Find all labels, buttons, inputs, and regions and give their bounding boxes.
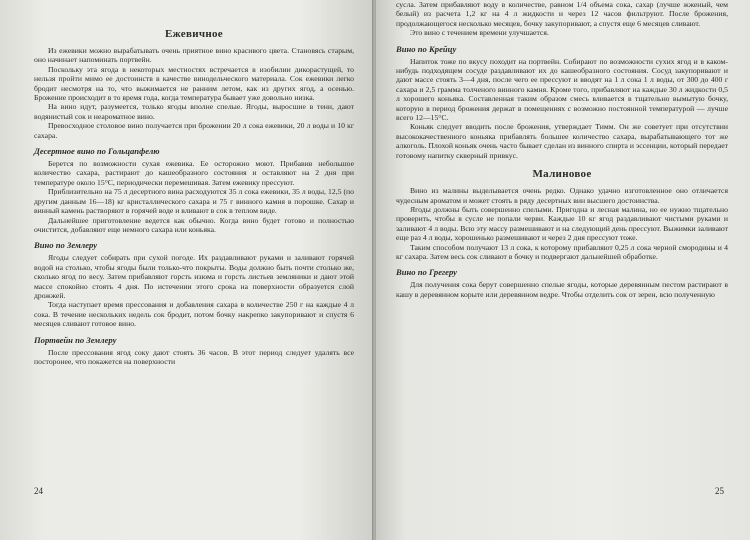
paragraph: Это вино с течением времени улучшается. <box>410 28 549 38</box>
right-page-body <box>396 0 728 299</box>
page-number-left: 24 <box>34 486 43 496</box>
paragraph: Поскольку эта ягода в некоторых местностях встречается в изобилии дикорастущей, то нельзя пройти мимо ее достоинств в качестве винодельческого материала. Сок ежевики легко бродит несмотря на то, что выжимается не ранним летом, как из других ягод, а осенью. Брожение происходит в то время года, когда температура бывает уже довольно низка. <box>34 64 354 103</box>
paragraph: На вино идут, разумеется, только ягоды вполне спелые. Ягоды, выросшие в тени, дают водянистый сок и неароматное вино. <box>34 102 354 121</box>
page-number-right: 25 <box>715 486 724 496</box>
paragraph: Дальнейшее приготовление ведется как обычно. Когда вино будет готово и полностью очистится, добавляют еще немного сахара или коньяка. <box>34 215 354 234</box>
subsection-heading: Вино по Крейцу <box>396 43 457 54</box>
left-page-body <box>34 46 354 366</box>
paragraph: Ягоды должны быть совершенно спелыми. Пригодна и лесная малина, но ее нужно тщательно проверить, чтобы в сусле не попали черви. Каждые 10 кг ягод раздавливают чистыми руками и заливают 4 л воды. Всю эту массу размешивают и на следующий день прессуют. Выжимки заливают еще раз 4 л воды, хорошенько размешивают и через 2 дня прессуют тоже. <box>396 204 728 243</box>
paragraph: После прессования ягод соку дают стоять 36 часов. В этот период следует удалять все посторонее, что покажется на поверхности <box>34 347 354 366</box>
section-title: Малиновое <box>532 168 592 181</box>
left-page <box>0 0 374 540</box>
subsection-heading: Портвейн по Землеру <box>34 334 117 345</box>
paragraph: Коньяк следует вводить после брожения, утверждает Тимм. Он же советует при отсутствии высококачественного коньяка прибавлять большее количество сахара, вырабатывающего тот же алкоголь. Плохой коньяк очень часто бывает сделан из винного спирта и эссенции, который передает готовому напитку скверный привкус. <box>396 122 728 160</box>
paragraph: Таким способом получают 13 л сока, к которому прибавляют 0,25 л сока черной смородины и 4 кг сахара. Затем весь сок сливают в бочку и подвергают дальнейшей обработке. <box>396 242 728 261</box>
paragraph: Превосходное столовое вино получается при брожении 20 л сока ежевики, 20 л воды и 10 кг сахара. <box>34 121 354 140</box>
section-title: Ежевичное <box>165 28 223 40</box>
paragraph: Для получения сока берут совершенно спелые ягоды, которые деревянным пестом растирают в кашу в деревянном корыте или деревянном ведре. Чтобы отделить сок от зерен, всю полученную <box>396 280 728 299</box>
paragraph: Напиток тоже по вкусу походит на портвейн. Собирают по возможности сухих ягод и в каком-нибудь подходящем сосуде раздавливают их до кашеобразного состояния. Сосуд закупоривают и дают массе стоять 3—4 дня, после чего ее прессуют и вводят на 1 л сока 1 л воды, от 300 до 400 г сахара и 2,5 грамма толченого винного камня. Кроме того, прибавляют на каждые 30 л жидкости 0,5 л хорошего коньяка. Составленная таким образом смесь вливается в тщательно вымытую бочку, которую в период брожения держат в помещениях с возможно постоянной температурой — лучше всего 12—15°C. <box>396 56 728 123</box>
right-page <box>376 0 750 540</box>
subsection-heading: Десертное вино по Гольцапфелю <box>34 146 160 157</box>
paragraph: Вино из малины выделывается очень редко. Однако удачно изготовленное оно отличается чудесным ароматом и может стоять в ряду десертных вин высшего достоинства. <box>396 186 728 205</box>
paragraph: Тогда наступает время прессования и добавления сахара в количестве 250 г на каждые 4 л сока. В течение нескольких недель сок бродит, потом бочку накрепко закупоривают и спустя 6 месяцев сливают готовое вино. <box>34 300 354 329</box>
subsection-heading: Вино по Грегеру <box>396 267 457 278</box>
paragraph: Приблизительно на 75 л десертного вина расходуются 35 л сока ежевики, 35 л воды, 12,5 (по другим данным 16—18) кг кристаллического сахара и 75 г винного камня в порошке. Сахар и винный камень растворяют в горячей воде и вливают в сок в теплом виде. <box>34 187 354 216</box>
paragraph: Ягоды следует собирать при сухой погоде. Их раздавливают руками и заливают горячей водой на столько, чтобы ягоды были только-что покрыты. Воды должно быть почти столько же, сколько ягод по весу. Затем прибавляют горсть изюма и горсть листьев земляники и дают этой массе спокойно стоять 4 дня. По истечении этого срока на поверхности образуется слой дрожжей. <box>34 253 354 300</box>
subsection-heading: Вино по Землеру <box>34 240 98 251</box>
paragraph: Из ежевики можно вырабатывать очень приятное вино красивого цвета. Становясь старым, оно начинает напоминать портвейн. <box>34 46 354 65</box>
paragraph: сусла. Затем прибавляют воду в количестве, равном 1/4 объема сока, сахар (лучше жженый, чем белый) из расчета 1,2 кг на 4 л жидкости и через 12 часов фильтруют. После брожения, продолжающегося несколько месяцев, бочку закупоривают, а спустя еще 6 месяцев сливают. <box>396 0 728 28</box>
paragraph: Берется по возможности сухая ежевика. Ее осторожно моют. Прибавив небольшое количество сахара, растирают до кашеобразного состояния и оставляют на 2 дня при температуре около 15°C, периодически перемешивая. Затем ежевику прессуют. <box>34 159 354 187</box>
